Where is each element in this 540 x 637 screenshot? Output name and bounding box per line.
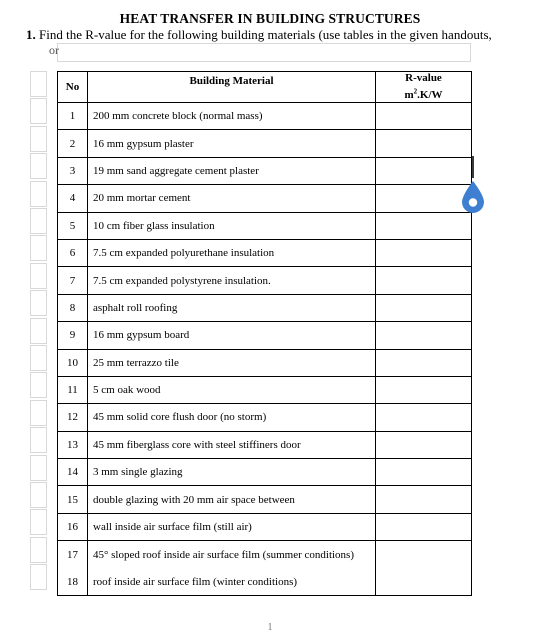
row-material: 16 mm gypsum plaster xyxy=(88,130,376,157)
row-rvalue-cell[interactable] xyxy=(376,185,472,212)
table-row xyxy=(58,459,472,486)
ghost-cell xyxy=(30,71,47,97)
ghost-cell xyxy=(30,235,47,261)
ghost-cell xyxy=(30,208,47,234)
ghost-cell xyxy=(30,126,47,152)
table-row xyxy=(58,376,472,403)
row-material: 7.5 cm expanded polyurethane insulation xyxy=(88,239,376,266)
row-material: wall inside air surface film (still air) xyxy=(88,513,376,540)
header-rvalue-label: R-value xyxy=(405,72,442,85)
row-number: 1 xyxy=(58,103,88,130)
row-number: 16 xyxy=(58,513,88,540)
row-material: 200 mm concrete block (normal mass) xyxy=(88,103,376,130)
row-number: 5 xyxy=(58,212,88,239)
row-number: 10 xyxy=(58,349,88,376)
table-row xyxy=(58,513,472,540)
table-row xyxy=(58,322,472,349)
row-rvalue-cell[interactable] xyxy=(376,130,472,157)
table-row xyxy=(58,212,472,239)
ghost-cell xyxy=(30,290,47,316)
question-number: 1. xyxy=(26,27,36,42)
row-rvalue-cell[interactable] xyxy=(376,239,472,266)
row-material: 20 mm mortar cement xyxy=(88,185,376,212)
question-line xyxy=(26,27,536,43)
header-material: Building Material xyxy=(88,72,376,103)
page-number: 1 xyxy=(267,622,273,633)
row-material: 3 mm single glazing xyxy=(88,459,376,486)
row-rvalue-cell[interactable] xyxy=(376,513,472,540)
table-row xyxy=(58,157,472,184)
row-rvalue-cell[interactable] xyxy=(376,404,472,431)
row-number: 13 xyxy=(58,431,88,458)
row-rvalue-cell[interactable] xyxy=(376,103,472,130)
row-rvalue-cell[interactable] xyxy=(376,294,472,321)
row-material: 5 cm oak wood xyxy=(88,376,376,403)
table-row xyxy=(58,541,472,568)
row-rvalue-cell[interactable] xyxy=(376,459,472,486)
row-material: double glazing with 20 mm air space between xyxy=(88,486,376,513)
row-material: 45 mm solid core flush door (no storm) xyxy=(88,404,376,431)
row-number: 14 xyxy=(58,459,88,486)
ghost-cell xyxy=(30,372,47,398)
text-field-outline[interactable] xyxy=(57,43,471,62)
ghost-cell xyxy=(30,455,47,481)
header-rvalue-unit: $m^2.K/W$ xyxy=(404,87,443,101)
table-row xyxy=(58,294,472,321)
row-rvalue-cell[interactable] xyxy=(376,376,472,403)
row-number: 9 xyxy=(58,322,88,349)
table-row xyxy=(58,486,472,513)
row-material: 7.5 cm expanded polystyrene insulation. xyxy=(88,267,376,294)
row-number: 2 xyxy=(58,130,88,157)
table-row xyxy=(58,103,472,130)
ghost-cell xyxy=(30,98,47,124)
row-number: 7 xyxy=(58,267,88,294)
row-number: 17 xyxy=(58,541,88,568)
row-material: 10 cm fiber glass insulation xyxy=(88,212,376,239)
ghost-cell xyxy=(30,263,47,289)
ghost-cell xyxy=(30,400,47,426)
row-material: roof inside air surface film (winter conditions) xyxy=(88,568,376,595)
row-rvalue-cell[interactable] xyxy=(376,157,472,184)
row-rvalue-cell[interactable] xyxy=(376,431,472,458)
ghost-cell xyxy=(30,509,47,535)
row-number: 6 xyxy=(58,239,88,266)
question-continuation: or xyxy=(49,43,59,57)
row-rvalue-cell[interactable] xyxy=(376,267,472,294)
row-number: 8 xyxy=(58,294,88,321)
ghost-cell xyxy=(30,564,47,590)
row-material: 45 mm fiberglass core with steel stiffiners door xyxy=(88,431,376,458)
row-rvalue-cell[interactable] xyxy=(376,486,472,513)
row-number: 12 xyxy=(58,404,88,431)
row-rvalue-cell[interactable] xyxy=(376,568,472,595)
row-number: 15 xyxy=(58,486,88,513)
row-material: 45° sloped roof inside air surface film (summer conditions) xyxy=(88,541,376,568)
question-text: Find the R-value for the following building materials (use tables in the given handouts, xyxy=(39,27,492,42)
ghost-cell xyxy=(30,537,47,563)
ghost-cell xyxy=(30,345,47,371)
row-rvalue-cell[interactable] xyxy=(376,322,472,349)
table-row xyxy=(58,267,472,294)
row-rvalue-cell[interactable] xyxy=(376,541,472,568)
row-number: 18 xyxy=(58,568,88,595)
row-rvalue-cell[interactable] xyxy=(376,212,472,239)
table-row xyxy=(58,239,472,266)
table-row xyxy=(58,404,472,431)
text-selection-handle-icon[interactable] xyxy=(460,180,486,214)
document-title: HEAT TRANSFER IN BUILDING STRUCTURES xyxy=(119,11,421,26)
table-header-row xyxy=(58,72,472,103)
row-material: asphalt roll roofing xyxy=(88,294,376,321)
ghost-cell xyxy=(30,482,47,508)
ghost-cell xyxy=(30,153,47,179)
header-no: No xyxy=(58,72,88,103)
row-number: 11 xyxy=(58,376,88,403)
rvalue-table xyxy=(57,71,472,596)
row-material: 19 mm sand aggregate cement plaster xyxy=(88,157,376,184)
table-row xyxy=(58,349,472,376)
table-row xyxy=(58,568,472,595)
table-row xyxy=(58,431,472,458)
row-rvalue-cell[interactable] xyxy=(376,349,472,376)
ghost-cell xyxy=(30,318,47,344)
table-row xyxy=(58,185,472,212)
ghost-cell xyxy=(30,427,47,453)
header-rvalue xyxy=(376,72,472,103)
row-material: 16 mm gypsum board xyxy=(88,322,376,349)
row-number: 4 xyxy=(58,185,88,212)
table-row xyxy=(58,130,472,157)
text-cursor-icon xyxy=(472,156,474,178)
ghost-cell xyxy=(30,181,47,207)
row-number: 3 xyxy=(58,157,88,184)
row-material: 25 mm terrazzo tile xyxy=(88,349,376,376)
